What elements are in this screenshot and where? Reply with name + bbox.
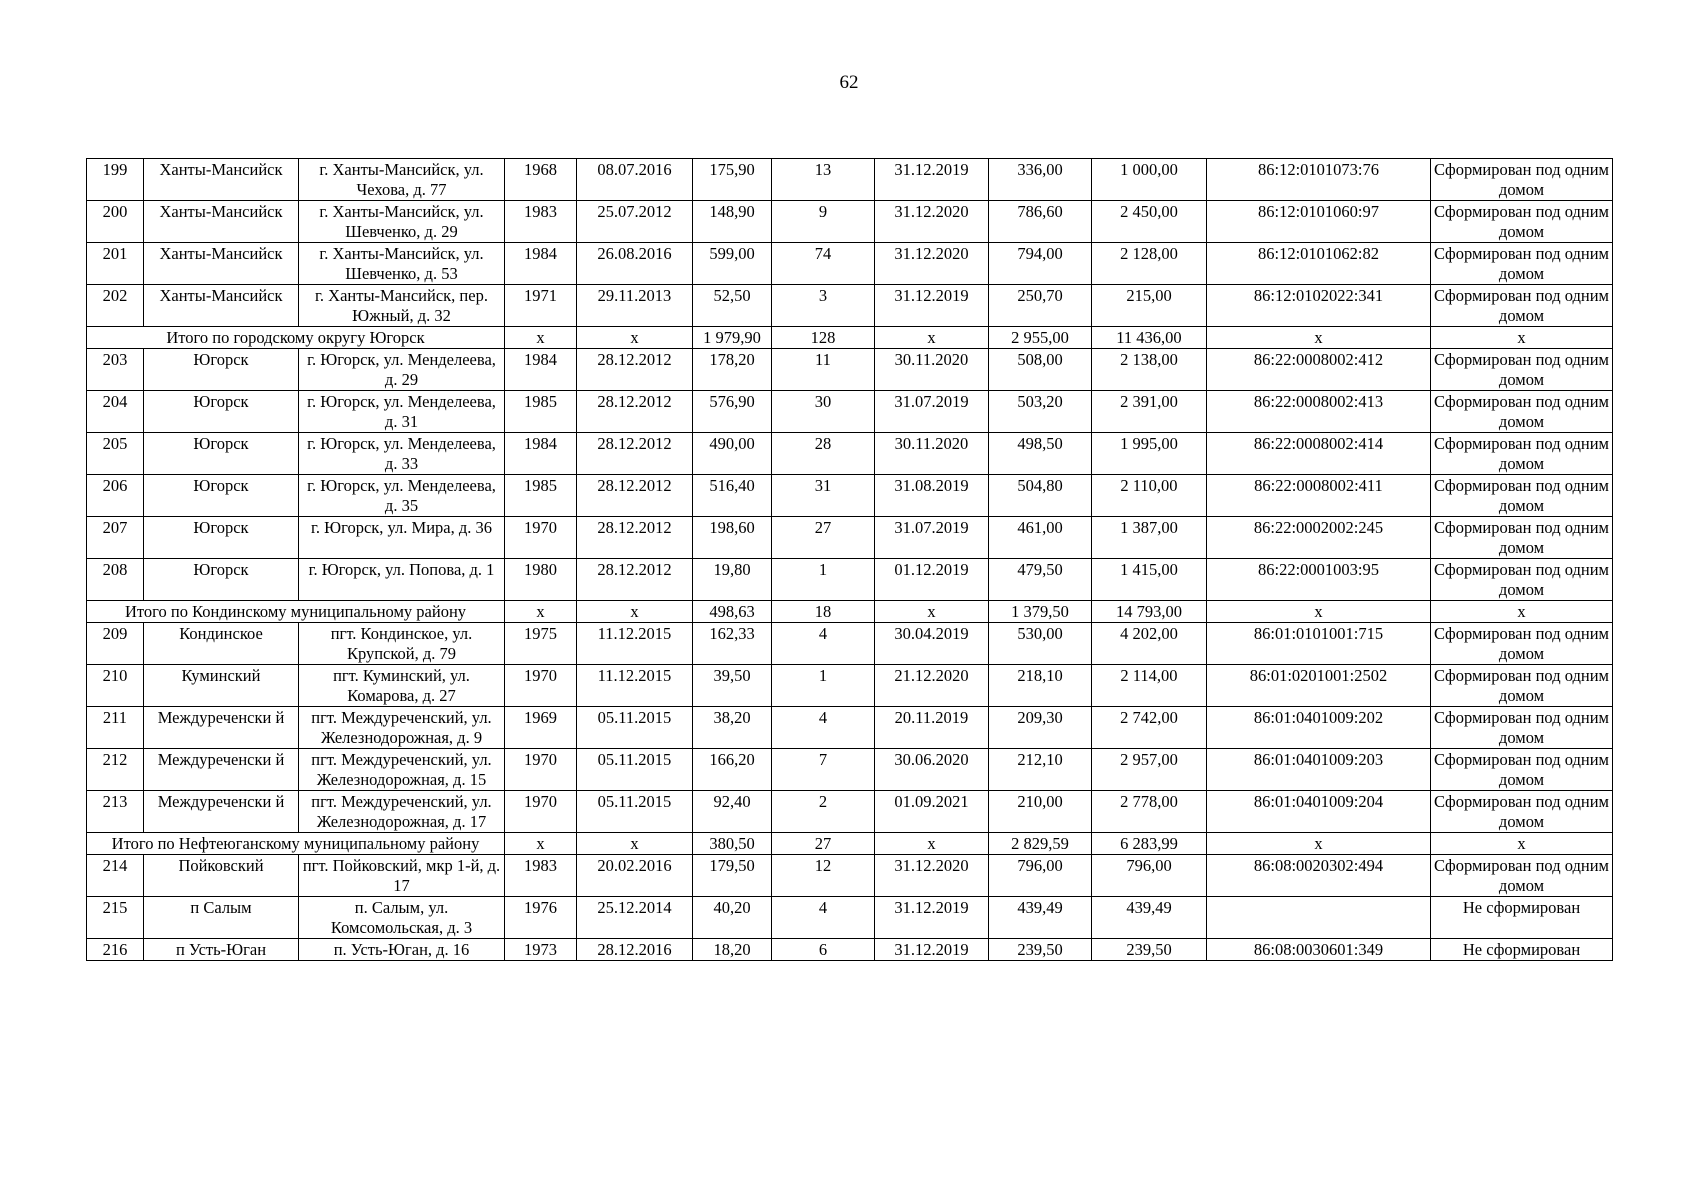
- year-cell: 1985: [505, 475, 577, 517]
- year-cell: 1975: [505, 623, 577, 665]
- status-cell: Сформирован под одним домом: [1431, 201, 1613, 243]
- date-cell: 11.12.2015: [577, 665, 693, 707]
- area-cell: 38,20: [693, 707, 772, 749]
- residents-cell: 30: [772, 391, 875, 433]
- year-cell: 1984: [505, 433, 577, 475]
- table-row: [87, 517, 1613, 559]
- year-cell: 1971: [505, 285, 577, 327]
- row-number: 209: [87, 623, 144, 665]
- residents-cell: 1: [772, 559, 875, 601]
- address-cell: г. Югорск, ул. Менделеева, д. 29: [299, 349, 505, 391]
- residents-cell: 11: [772, 349, 875, 391]
- address-cell: г. Югорск, ул. Мира, д. 36: [299, 517, 505, 559]
- date-cell: 29.11.2013: [577, 285, 693, 327]
- subtotal-row: [87, 601, 1613, 623]
- row-number: 212: [87, 749, 144, 791]
- v2-cell: 2 128,00: [1092, 243, 1207, 285]
- residents-cell: 27: [772, 517, 875, 559]
- deadline-cell: 01.09.2021: [875, 791, 989, 833]
- locality-cell: Ханты-Мансийск: [144, 159, 299, 201]
- v2-cell: 239,50: [1092, 939, 1207, 961]
- area-cell: 1 979,90: [693, 327, 772, 349]
- year-cell: 1985: [505, 391, 577, 433]
- locality-cell: Пойковский: [144, 855, 299, 897]
- cadastral-cell: 86:12:0102022:341: [1207, 285, 1431, 327]
- year-cell: x: [505, 327, 577, 349]
- date-cell: 25.07.2012: [577, 201, 693, 243]
- date-cell: 11.12.2015: [577, 623, 693, 665]
- deadline-cell: x: [875, 833, 989, 855]
- status-cell: Сформирован под одним домом: [1431, 623, 1613, 665]
- locality-cell: Междуреченски й: [144, 791, 299, 833]
- year-cell: 1970: [505, 665, 577, 707]
- residents-cell: 13: [772, 159, 875, 201]
- cadastral-cell: 86:22:0001003:95: [1207, 559, 1431, 601]
- table-row: [87, 749, 1613, 791]
- v2-cell: 2 957,00: [1092, 749, 1207, 791]
- deadline-cell: 31.12.2019: [875, 285, 989, 327]
- v1-cell: 210,00: [989, 791, 1092, 833]
- residents-cell: 4: [772, 897, 875, 939]
- subtotal-label: Итого по Кондинскому муниципальному району: [87, 601, 505, 623]
- deadline-cell: 30.04.2019: [875, 623, 989, 665]
- deadline-cell: 20.11.2019: [875, 707, 989, 749]
- v2-cell: 1 995,00: [1092, 433, 1207, 475]
- table-row: [87, 707, 1613, 749]
- row-number: 203: [87, 349, 144, 391]
- table-row: [87, 285, 1613, 327]
- year-cell: 1970: [505, 517, 577, 559]
- address-cell: пгт. Междуреченский, ул. Железнодорожная, д. 15: [299, 749, 505, 791]
- cadastral-cell: 86:22:0008002:414: [1207, 433, 1431, 475]
- area-cell: 179,50: [693, 855, 772, 897]
- row-number: 216: [87, 939, 144, 961]
- year-cell: x: [505, 833, 577, 855]
- area-cell: 166,20: [693, 749, 772, 791]
- table-row: [87, 475, 1613, 517]
- date-cell: 28.12.2012: [577, 349, 693, 391]
- date-cell: 28.12.2012: [577, 517, 693, 559]
- address-cell: пгт. Кондинское, ул. Крупской, д. 79: [299, 623, 505, 665]
- status-cell: Сформирован под одним домом: [1431, 855, 1613, 897]
- residents-cell: 28: [772, 433, 875, 475]
- date-cell: 05.11.2015: [577, 791, 693, 833]
- date-cell: 25.12.2014: [577, 897, 693, 939]
- residents-cell: 74: [772, 243, 875, 285]
- residents-cell: 3: [772, 285, 875, 327]
- area-cell: 148,90: [693, 201, 772, 243]
- v2-cell: 4 202,00: [1092, 623, 1207, 665]
- status-cell: x: [1431, 833, 1613, 855]
- deadline-cell: 31.12.2019: [875, 939, 989, 961]
- locality-cell: п Салым: [144, 897, 299, 939]
- date-cell: x: [577, 601, 693, 623]
- subtotal-row: [87, 833, 1613, 855]
- area-cell: 498,63: [693, 601, 772, 623]
- address-cell: г. Югорск, ул. Менделеева, д. 31: [299, 391, 505, 433]
- deadline-cell: 21.12.2020: [875, 665, 989, 707]
- status-cell: Сформирован под одним домом: [1431, 243, 1613, 285]
- table-row: [87, 623, 1613, 665]
- v2-cell: 215,00: [1092, 285, 1207, 327]
- area-cell: 599,00: [693, 243, 772, 285]
- page-number: 62: [839, 72, 859, 93]
- row-number: 202: [87, 285, 144, 327]
- v2-cell: 2 742,00: [1092, 707, 1207, 749]
- residents-cell: 12: [772, 855, 875, 897]
- v1-cell: 504,80: [989, 475, 1092, 517]
- table-row: [87, 791, 1613, 833]
- year-cell: 1970: [505, 791, 577, 833]
- deadline-cell: 30.11.2020: [875, 349, 989, 391]
- housing-table: [86, 158, 1613, 961]
- deadline-cell: 30.11.2020: [875, 433, 989, 475]
- deadline-cell: 30.06.2020: [875, 749, 989, 791]
- residents-cell: 2: [772, 791, 875, 833]
- v2-cell: 2 110,00: [1092, 475, 1207, 517]
- deadline-cell: 31.12.2019: [875, 159, 989, 201]
- date-cell: 26.08.2016: [577, 243, 693, 285]
- v1-cell: 212,10: [989, 749, 1092, 791]
- v1-cell: 439,49: [989, 897, 1092, 939]
- status-cell: Сформирован под одним домом: [1431, 707, 1613, 749]
- locality-cell: Югорск: [144, 391, 299, 433]
- locality-cell: Югорск: [144, 517, 299, 559]
- year-cell: 1970: [505, 749, 577, 791]
- table-row: [87, 349, 1613, 391]
- residents-cell: 18: [772, 601, 875, 623]
- residents-cell: 27: [772, 833, 875, 855]
- year-cell: 1976: [505, 897, 577, 939]
- cadastral-cell: 86:08:0020302:494: [1207, 855, 1431, 897]
- status-cell: x: [1431, 327, 1613, 349]
- residents-cell: 128: [772, 327, 875, 349]
- table-row: [87, 243, 1613, 285]
- cadastral-cell: 86:01:0101001:715: [1207, 623, 1431, 665]
- row-number: 215: [87, 897, 144, 939]
- deadline-cell: x: [875, 601, 989, 623]
- locality-cell: Югорск: [144, 475, 299, 517]
- area-cell: 516,40: [693, 475, 772, 517]
- area-cell: 39,50: [693, 665, 772, 707]
- deadline-cell: 31.12.2019: [875, 897, 989, 939]
- v2-cell: 1 000,00: [1092, 159, 1207, 201]
- row-number: 206: [87, 475, 144, 517]
- locality-cell: Югорск: [144, 433, 299, 475]
- v1-cell: 2 955,00: [989, 327, 1092, 349]
- date-cell: x: [577, 833, 693, 855]
- cadastral-cell: 86:22:0008002:413: [1207, 391, 1431, 433]
- date-cell: 28.12.2016: [577, 939, 693, 961]
- cadastral-cell: 86:22:0008002:411: [1207, 475, 1431, 517]
- status-cell: Не сформирован: [1431, 897, 1613, 939]
- area-cell: 92,40: [693, 791, 772, 833]
- row-number: 207: [87, 517, 144, 559]
- table-row: [87, 855, 1613, 897]
- status-cell: x: [1431, 601, 1613, 623]
- residents-cell: 7: [772, 749, 875, 791]
- area-cell: 175,90: [693, 159, 772, 201]
- area-cell: 178,20: [693, 349, 772, 391]
- v2-cell: 14 793,00: [1092, 601, 1207, 623]
- status-cell: Сформирован под одним домом: [1431, 749, 1613, 791]
- v1-cell: 250,70: [989, 285, 1092, 327]
- cadastral-cell: 86:01:0401009:204: [1207, 791, 1431, 833]
- table-row: [87, 939, 1613, 961]
- locality-cell: Куминский: [144, 665, 299, 707]
- v2-cell: 2 778,00: [1092, 791, 1207, 833]
- deadline-cell: 31.08.2019: [875, 475, 989, 517]
- address-cell: г. Ханты-Мансийск, ул. Чехова, д. 77: [299, 159, 505, 201]
- table-body: [87, 159, 1613, 961]
- residents-cell: 4: [772, 707, 875, 749]
- row-number: 214: [87, 855, 144, 897]
- table-row: [87, 433, 1613, 475]
- status-cell: Сформирован под одним домом: [1431, 559, 1613, 601]
- table-row: [87, 159, 1613, 201]
- cadastral-cell: 86:01:0201001:2502: [1207, 665, 1431, 707]
- deadline-cell: 01.12.2019: [875, 559, 989, 601]
- status-cell: Сформирован под одним домом: [1431, 159, 1613, 201]
- cadastral-cell: 86:08:0030601:349: [1207, 939, 1431, 961]
- date-cell: 20.02.2016: [577, 855, 693, 897]
- table-row: [87, 665, 1613, 707]
- area-cell: 490,00: [693, 433, 772, 475]
- area-cell: 380,50: [693, 833, 772, 855]
- v2-cell: 2 138,00: [1092, 349, 1207, 391]
- locality-cell: Кондинское: [144, 623, 299, 665]
- v1-cell: 336,00: [989, 159, 1092, 201]
- address-cell: г. Ханты-Мансийск, ул. Шевченко, д. 29: [299, 201, 505, 243]
- residents-cell: 1: [772, 665, 875, 707]
- address-cell: п. Салым, ул. Комсомольская, д. 3: [299, 897, 505, 939]
- area-cell: 19,80: [693, 559, 772, 601]
- cadastral-cell: 86:12:0101073:76: [1207, 159, 1431, 201]
- address-cell: г. Ханты-Мансийск, пер. Южный, д. 32: [299, 285, 505, 327]
- cadastral-cell: x: [1207, 327, 1431, 349]
- status-cell: Сформирован под одним домом: [1431, 791, 1613, 833]
- locality-cell: Ханты-Мансийск: [144, 285, 299, 327]
- deadline-cell: 31.12.2020: [875, 201, 989, 243]
- address-cell: пгт. Междуреченский, ул. Железнодорожная, д. 9: [299, 707, 505, 749]
- cadastral-cell: 86:12:0101060:97: [1207, 201, 1431, 243]
- status-cell: Сформирован под одним домом: [1431, 433, 1613, 475]
- year-cell: 1984: [505, 243, 577, 285]
- status-cell: Сформирован под одним домом: [1431, 475, 1613, 517]
- status-cell: Не сформирован: [1431, 939, 1613, 961]
- date-cell: x: [577, 327, 693, 349]
- v1-cell: 1 379,50: [989, 601, 1092, 623]
- v2-cell: 11 436,00: [1092, 327, 1207, 349]
- date-cell: 28.12.2012: [577, 433, 693, 475]
- row-number: 204: [87, 391, 144, 433]
- v2-cell: 796,00: [1092, 855, 1207, 897]
- year-cell: x: [505, 601, 577, 623]
- v1-cell: 461,00: [989, 517, 1092, 559]
- area-cell: 52,50: [693, 285, 772, 327]
- locality-cell: п Усть-Юган: [144, 939, 299, 961]
- year-cell: 1968: [505, 159, 577, 201]
- subtotal-label: Итого по городскому округу Югорск: [87, 327, 505, 349]
- status-cell: Сформирован под одним домом: [1431, 391, 1613, 433]
- year-cell: 1984: [505, 349, 577, 391]
- locality-cell: Югорск: [144, 559, 299, 601]
- row-number: 200: [87, 201, 144, 243]
- v2-cell: 1 387,00: [1092, 517, 1207, 559]
- table-row: [87, 559, 1613, 601]
- deadline-cell: 31.12.2020: [875, 855, 989, 897]
- date-cell: 28.12.2012: [577, 475, 693, 517]
- date-cell: 08.07.2016: [577, 159, 693, 201]
- address-cell: г. Югорск, ул. Менделеева, д. 35: [299, 475, 505, 517]
- area-cell: 576,90: [693, 391, 772, 433]
- year-cell: 1983: [505, 201, 577, 243]
- status-cell: Сформирован под одним домом: [1431, 517, 1613, 559]
- cadastral-cell: x: [1207, 601, 1431, 623]
- cadastral-cell: [1207, 897, 1431, 939]
- address-cell: п. Усть-Юган, д. 16: [299, 939, 505, 961]
- v1-cell: 239,50: [989, 939, 1092, 961]
- address-cell: г. Югорск, ул. Попова, д. 1: [299, 559, 505, 601]
- area-cell: 18,20: [693, 939, 772, 961]
- cadastral-cell: 86:12:0101062:82: [1207, 243, 1431, 285]
- v1-cell: 2 829,59: [989, 833, 1092, 855]
- locality-cell: Ханты-Мансийск: [144, 243, 299, 285]
- locality-cell: Ханты-Мансийск: [144, 201, 299, 243]
- year-cell: 1969: [505, 707, 577, 749]
- deadline-cell: 31.07.2019: [875, 391, 989, 433]
- row-number: 205: [87, 433, 144, 475]
- row-number: 199: [87, 159, 144, 201]
- v2-cell: 2 450,00: [1092, 201, 1207, 243]
- locality-cell: Междуреченски й: [144, 749, 299, 791]
- v1-cell: 498,50: [989, 433, 1092, 475]
- area-cell: 162,33: [693, 623, 772, 665]
- address-cell: г. Югорск, ул. Менделеева, д. 33: [299, 433, 505, 475]
- v1-cell: 786,60: [989, 201, 1092, 243]
- cadastral-cell: x: [1207, 833, 1431, 855]
- table-row: [87, 201, 1613, 243]
- locality-cell: Междуреченски й: [144, 707, 299, 749]
- deadline-cell: 31.07.2019: [875, 517, 989, 559]
- subtotal-label: Итого по Нефтеюганскому муниципальному району: [87, 833, 505, 855]
- v1-cell: 479,50: [989, 559, 1092, 601]
- v2-cell: 439,49: [1092, 897, 1207, 939]
- v2-cell: 2 114,00: [1092, 665, 1207, 707]
- residents-cell: 4: [772, 623, 875, 665]
- date-cell: 28.12.2012: [577, 559, 693, 601]
- address-cell: пгт. Куминский, ул. Комарова, д. 27: [299, 665, 505, 707]
- address-cell: пгт. Пойковский, мкр 1-й, д. 17: [299, 855, 505, 897]
- v2-cell: 6 283,99: [1092, 833, 1207, 855]
- v1-cell: 218,10: [989, 665, 1092, 707]
- table-row: [87, 391, 1613, 433]
- cadastral-cell: 86:22:0008002:412: [1207, 349, 1431, 391]
- area-cell: 198,60: [693, 517, 772, 559]
- year-cell: 1980: [505, 559, 577, 601]
- address-cell: г. Ханты-Мансийск, ул. Шевченко, д. 53: [299, 243, 505, 285]
- cadastral-cell: 86:01:0401009:202: [1207, 707, 1431, 749]
- v2-cell: 2 391,00: [1092, 391, 1207, 433]
- table-row: [87, 897, 1613, 939]
- residents-cell: 9: [772, 201, 875, 243]
- residents-cell: 6: [772, 939, 875, 961]
- v1-cell: 796,00: [989, 855, 1092, 897]
- row-number: 210: [87, 665, 144, 707]
- status-cell: Сформирован под одним домом: [1431, 349, 1613, 391]
- area-cell: 40,20: [693, 897, 772, 939]
- v1-cell: 508,00: [989, 349, 1092, 391]
- date-cell: 28.12.2012: [577, 391, 693, 433]
- cadastral-cell: 86:22:0002002:245: [1207, 517, 1431, 559]
- year-cell: 1973: [505, 939, 577, 961]
- date-cell: 05.11.2015: [577, 707, 693, 749]
- subtotal-row: [87, 327, 1613, 349]
- v1-cell: 209,30: [989, 707, 1092, 749]
- row-number: 201: [87, 243, 144, 285]
- v1-cell: 503,20: [989, 391, 1092, 433]
- status-cell: Сформирован под одним домом: [1431, 665, 1613, 707]
- status-cell: Сформирован под одним домом: [1431, 285, 1613, 327]
- v1-cell: 794,00: [989, 243, 1092, 285]
- date-cell: 05.11.2015: [577, 749, 693, 791]
- deadline-cell: x: [875, 327, 989, 349]
- year-cell: 1983: [505, 855, 577, 897]
- address-cell: пгт. Междуреченский, ул. Железнодорожная, д. 17: [299, 791, 505, 833]
- deadline-cell: 31.12.2020: [875, 243, 989, 285]
- row-number: 213: [87, 791, 144, 833]
- row-number: 208: [87, 559, 144, 601]
- v2-cell: 1 415,00: [1092, 559, 1207, 601]
- locality-cell: Югорск: [144, 349, 299, 391]
- v1-cell: 530,00: [989, 623, 1092, 665]
- residents-cell: 31: [772, 475, 875, 517]
- row-number: 211: [87, 707, 144, 749]
- cadastral-cell: 86:01:0401009:203: [1207, 749, 1431, 791]
